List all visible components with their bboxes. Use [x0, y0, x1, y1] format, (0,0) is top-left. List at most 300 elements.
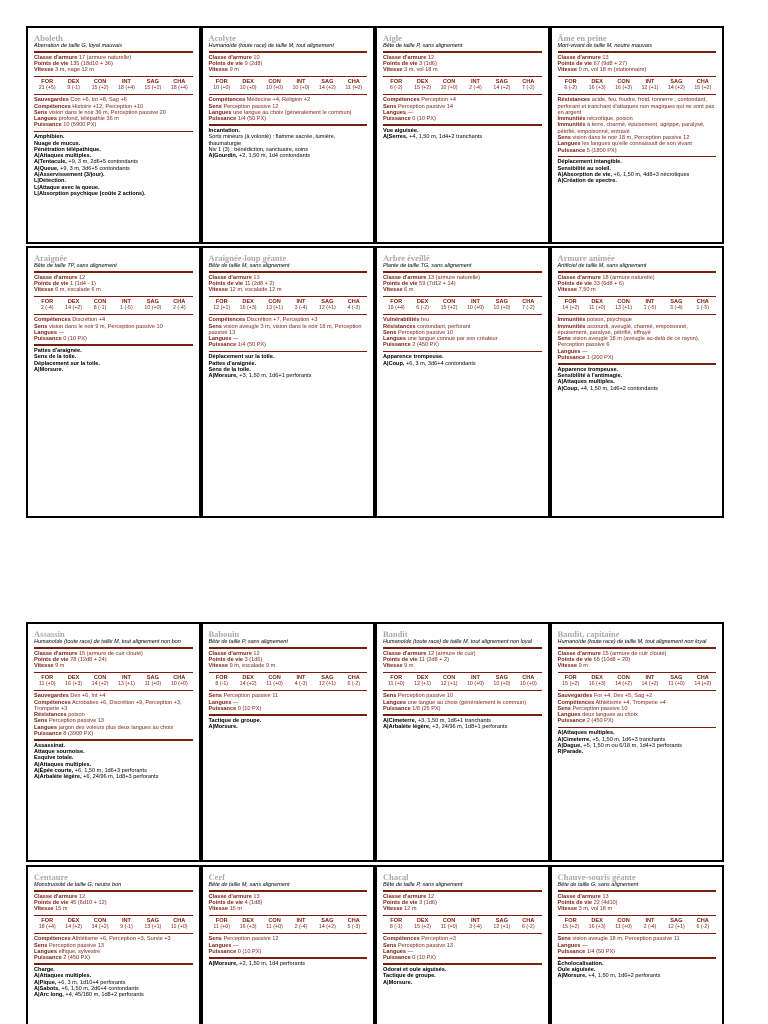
property-value: 13 [253, 274, 260, 281]
ability-score: 5 (-3) [347, 924, 361, 931]
ability-scores [209, 918, 368, 931]
trait-value: Athlétisme +4, Tromperie +4 [595, 699, 666, 706]
divider [383, 890, 542, 892]
ability-name: SAG [670, 918, 683, 925]
ability-score: 8 (-1) [93, 305, 107, 312]
divider [383, 933, 542, 935]
property-label: Points de vie [208, 281, 244, 288]
monster-name: Aigle [383, 33, 402, 43]
ability-score: 7 (-2) [521, 305, 535, 312]
ability-text: +5, 1,50 m ou 6/18 m, 1d4+3 perforants [583, 742, 682, 749]
monster-traits [383, 97, 542, 122]
ability-score: 11 (+0) [588, 305, 606, 312]
trait-value: vision aveugle 18 m, Perception passive 11 [572, 936, 680, 943]
ability-name: SAG [146, 79, 159, 86]
trait-value: une langue connue par son créateur [407, 336, 498, 343]
trait-label: Sens [208, 936, 222, 943]
divider [558, 690, 717, 692]
ability-title: A|Attaques multiples. [34, 761, 92, 768]
ability-name: DEX [242, 675, 254, 682]
property-value: 59 (7d12 + 14) [419, 281, 456, 288]
property-value: 9 m [55, 663, 65, 670]
ability-score: 11 (+0) [144, 681, 162, 688]
trait-value: 1 (200 PX) [586, 355, 614, 362]
monster-properties [383, 894, 542, 913]
monster-properties [34, 275, 193, 294]
ability-name: CON [268, 79, 281, 86]
property-value: 9 m [229, 67, 239, 74]
divider [34, 51, 193, 53]
card-row-2 [26, 246, 724, 518]
property-value: 10 [253, 54, 260, 61]
property-label: Vitesse [557, 287, 577, 294]
property-line [209, 287, 368, 293]
trait-value: Perception passive 11 [223, 693, 279, 700]
monster-properties [558, 275, 717, 294]
trait-label: Compétences [34, 699, 71, 706]
ability-name: CHA [696, 299, 709, 306]
trait-label: Sens [34, 109, 48, 116]
property-value: 3 m, vol 18 m [578, 906, 613, 913]
ability-score: 18 (+4) [170, 85, 188, 92]
ability-name: FOR [41, 79, 54, 86]
divider [209, 957, 368, 959]
property-label: Classe d'armure [208, 650, 252, 657]
ability-score: 1 (-5) [696, 305, 710, 312]
trait-label: Langues [208, 699, 232, 706]
ability-name: SAG [495, 79, 508, 86]
monster-card [201, 246, 376, 518]
property-value: 6 m [404, 287, 414, 294]
property-value: 4 (1d8) [244, 900, 263, 907]
trait-label: Sens [34, 942, 48, 949]
monster-name: Chacal [383, 872, 409, 882]
ability-score: 10 (+0) [466, 681, 484, 688]
property-label: Vitesse [208, 67, 228, 74]
ability-title: Pattes d'araignée. [34, 347, 82, 354]
divider [383, 915, 542, 917]
ability-name: CON [617, 299, 630, 306]
monster-traits [383, 936, 542, 961]
ability-name: DEX [416, 299, 429, 306]
ability-name: SAG [321, 79, 334, 86]
monster-traits [209, 693, 368, 712]
ability-title: Charge. [34, 966, 55, 973]
trait-label: Langues [557, 348, 581, 355]
property-label: Points de vie [208, 61, 244, 68]
property-value: 6 m, escalade 6 m [55, 287, 101, 294]
ability-entry [209, 134, 368, 147]
trait-label: Puissance [383, 955, 411, 962]
trait-value: 1/4 (50 PX) [237, 342, 267, 349]
ability-name: CON [268, 918, 281, 925]
property-value: 12 [253, 650, 260, 657]
monster-abilities [383, 718, 542, 731]
ability-name: INT [645, 79, 655, 86]
ability-title: A|Arbalète légère, [34, 774, 82, 781]
property-line [209, 906, 368, 912]
ability-scores [34, 918, 193, 931]
ability-entry [209, 724, 368, 730]
ability-entry [383, 724, 542, 730]
divider [383, 690, 542, 692]
ability-score: 6 (-2) [521, 924, 535, 931]
trait-line [558, 355, 717, 361]
ability-title: A|Gourdin, [208, 153, 238, 160]
monster-properties [34, 55, 193, 74]
divider [558, 76, 717, 78]
property-value: 22 (4d10) [593, 900, 618, 907]
divider [558, 314, 717, 316]
ability-score: 14 (+2) [667, 85, 685, 92]
trait-value: — [407, 948, 414, 955]
trait-label: Puissance [34, 955, 62, 962]
property-value: 12 (armure de cuir) [427, 650, 476, 657]
ability-name: CON [617, 79, 630, 86]
ability-score: 16 (+3) [615, 85, 632, 92]
divider [209, 915, 368, 917]
ability-name: CON [617, 675, 630, 682]
monster-card [550, 865, 725, 1024]
ability-name: CON [442, 79, 456, 86]
ability-entry [34, 992, 193, 998]
trait-label: Puissance [383, 342, 411, 349]
divider [209, 296, 368, 298]
monster-name: Arbre éveillé [383, 253, 430, 263]
ability-name: DEX [67, 299, 80, 306]
property-label: Classe d'armure [383, 893, 427, 900]
property-label: Points de vie [557, 281, 593, 288]
ability-name: FOR [564, 299, 577, 306]
property-label: Points de vie [557, 657, 593, 664]
ability-scores [383, 299, 542, 312]
property-value: 135 (18d10 + 36) [70, 61, 113, 68]
trait-label: Langues [208, 336, 232, 343]
divider [34, 76, 193, 78]
ability-title: A|Attaques multiples. [557, 379, 615, 386]
ability-title: A|Cimeterre, [383, 717, 417, 724]
trait-value: For +4, Dex +5, Sag +2 [593, 693, 653, 700]
ability-name: CHA [173, 675, 186, 682]
trait-label: Compétences [34, 103, 71, 110]
trait-label: Puissance [208, 116, 237, 123]
ability-score: 19 (+4) [387, 305, 405, 312]
monster-traits [34, 97, 193, 128]
property-label: Points de vie [34, 900, 69, 907]
trait-label: Sens [557, 705, 571, 712]
trait-value: poison, psychique [587, 317, 632, 324]
monster-type: Humanoïde (toute race) de taille M, tout alignement non loyal [383, 639, 532, 645]
ability-scores [558, 79, 717, 92]
ability-name: CHA [347, 299, 360, 306]
trait-value: — [233, 336, 239, 343]
trait-value: 0 (10 PX) [237, 705, 262, 712]
trait-value: jargon des voleurs plus deux langues au choix [58, 724, 174, 731]
property-label: Vitesse [557, 663, 577, 670]
ability-score: 13 (+1) [266, 305, 283, 312]
monster-type: Bête de taille G, sans alignement [557, 882, 639, 888]
ability-score: 11 (+0) [615, 924, 632, 931]
ability-scores [383, 79, 542, 92]
ability-score: 12 (+1) [213, 305, 231, 312]
ability-score: 2 (-4) [643, 924, 657, 931]
trait-value: Perception passive 13 [48, 718, 104, 725]
monster-type: Bête de taille P, sans alignement [208, 639, 288, 645]
divider [209, 672, 368, 674]
trait-value: Discrétion +7, Perception +3 [246, 317, 318, 324]
property-label: Points de vie [34, 281, 69, 288]
ability-name: FOR [41, 675, 54, 682]
divider [383, 672, 542, 674]
trait-line [558, 122, 717, 135]
property-label: Points de vie [557, 61, 593, 68]
ability-entry [34, 774, 193, 780]
monster-name: Bandit [383, 629, 408, 639]
ability-score: 7 (-2) [521, 85, 535, 92]
divider [34, 131, 193, 133]
ability-name: CON [93, 675, 107, 682]
property-line [558, 906, 717, 912]
ability-title: Tactique de groupe. [208, 717, 262, 724]
divider [558, 156, 717, 158]
ability-title: Assassinat. [34, 742, 66, 749]
trait-value: Perception passive 12 [223, 103, 279, 110]
ability-name: FOR [41, 918, 54, 925]
trait-label: Puissance [557, 147, 586, 154]
ability-text: +3, 1,50 m, 1d6+1 perforants [239, 373, 312, 380]
ability-name: SAG [146, 675, 159, 682]
ability-title: Déplacement sur la toile. [208, 354, 275, 361]
ability-score: 13 (+1) [144, 924, 162, 931]
divider [383, 51, 542, 53]
trait-value: les langues qu'elle connaissait de son vivant [582, 141, 692, 148]
trait-value: 1/4 (50 PX) [586, 948, 616, 955]
monster-name: Chauve-souris géante [557, 872, 636, 882]
monster-traits [383, 317, 542, 348]
ability-title: A|Sabots, [34, 985, 60, 992]
ability-score: 10 (+0) [266, 85, 283, 92]
trait-line [558, 148, 717, 154]
ability-score: 12 (+1) [318, 681, 336, 688]
trait-label: Résistances [557, 97, 591, 104]
property-label: Classe d'armure [34, 54, 78, 61]
ability-title: A|Coup, [383, 360, 405, 367]
divider [34, 672, 193, 674]
property-value: 12 [78, 893, 86, 900]
ability-name: CHA [173, 918, 186, 925]
property-line [383, 67, 542, 73]
ability-score: 2 (-4) [469, 85, 482, 92]
ability-name: DEX [67, 675, 80, 682]
ability-name: DEX [416, 918, 429, 925]
divider [558, 271, 717, 273]
ability-name: INT [470, 299, 480, 306]
ability-name: CON [93, 79, 107, 86]
ability-name: FOR [215, 79, 228, 86]
trait-value: vision aveugle 3 m, vision dans le noir 18 m, Perception passive 13 [208, 323, 362, 336]
ability-score: 12 (+1) [440, 681, 458, 688]
monster-name: Acolyte [208, 33, 236, 43]
ability-title: A|Coup, [557, 385, 579, 392]
ability-name: SAG [670, 79, 683, 86]
trait-value: 0 (10 PX) [412, 116, 436, 123]
divider [209, 933, 368, 935]
ability-name: CON [268, 675, 281, 682]
monster-abilities [34, 134, 193, 197]
trait-value: assourdi, aveuglé, charmé, empoisonné, épuisement, paralysé, pétrifié, effrayé [557, 323, 688, 336]
ability-score: 14 (+2) [615, 681, 632, 688]
property-label: Vitesse [34, 287, 54, 294]
trait-value: profond, télépathie 36 m [58, 116, 119, 123]
trait-label: Langues [557, 712, 581, 719]
trait-label: Sauvegardes [34, 693, 69, 700]
property-value: 12 [427, 54, 435, 61]
ability-text: +4, 1,50 m, 1d6+2 perforants [588, 973, 661, 980]
ability-score: 15 (+2) [414, 85, 432, 92]
property-value: 78 (12d8 + 24) [70, 657, 107, 664]
ability-name: FOR [390, 675, 403, 682]
ability-score: 12 (+1) [414, 681, 432, 688]
ability-title: Ouïe aiguisée. [557, 966, 596, 973]
ability-title: L|Détection. [34, 178, 67, 185]
ability-score: 14 (+2) [562, 305, 580, 312]
ability-score: 12 (+1) [318, 305, 336, 312]
trait-label: Langues [557, 141, 581, 148]
ability-entry [383, 134, 542, 140]
ability-score: 10 (+0) [493, 305, 511, 312]
monster-abilities [209, 128, 368, 159]
ability-score: 4 (-3) [294, 681, 308, 688]
property-label: Vitesse [557, 906, 577, 913]
ability-score: 9 (-1) [67, 85, 80, 92]
trait-label: Sens [383, 103, 397, 110]
trait-value: Con +6, Int +8, Sag +6 [70, 97, 127, 104]
ability-name: INT [296, 299, 306, 306]
property-value: 65 (10d8 + 20) [593, 657, 631, 664]
property-value: 17 (armure naturelle) [78, 54, 132, 61]
ability-entry [558, 749, 717, 755]
monster-type: Mort-vivant de taille M, neutre mauvais [557, 43, 652, 49]
ability-score: 14 (+2) [65, 924, 83, 931]
trait-label: Langues [557, 942, 581, 949]
ability-text: +3, 1,50 m, 1d6+1 tranchants [417, 717, 491, 724]
monster-card [550, 246, 725, 518]
card-row-4 [26, 865, 724, 1024]
trait-value: deux langues au choix [582, 712, 638, 719]
ability-name: FOR [390, 79, 403, 86]
property-value: 3 m, nage 12 m [55, 67, 94, 74]
ability-scores [34, 79, 193, 92]
trait-label: Sens [383, 942, 397, 949]
monster-type: Bête de taille M, sans alignement [208, 882, 290, 888]
trait-line [209, 949, 368, 955]
monster-type: Bête de taille TP, sans alignement [34, 263, 117, 269]
trait-line [558, 718, 717, 724]
monster-properties [209, 275, 368, 294]
property-value: 12 m [404, 906, 417, 913]
ability-name: DEX [416, 675, 429, 682]
ability-score: 14 (+2) [91, 681, 109, 688]
property-value: 11 (2d8 + 2) [244, 281, 275, 288]
ability-title: A|Serres, [383, 134, 408, 141]
ability-name: DEX [416, 79, 429, 86]
ability-entry [383, 980, 542, 986]
ability-score: 15 (+2) [562, 924, 580, 931]
ability-score: 15 (+2) [144, 85, 162, 92]
ability-score: 8 (-1) [389, 924, 403, 931]
ability-score: 15 (+2) [91, 85, 109, 92]
ability-name: DEX [591, 675, 603, 682]
property-value: 7,50 m [578, 287, 596, 294]
trait-label: Compétences [383, 936, 420, 943]
ability-name: DEX [67, 918, 80, 925]
trait-label: Immunités [557, 317, 586, 324]
ability-name: SAG [321, 918, 334, 925]
monster-traits [34, 936, 193, 961]
divider [209, 271, 368, 273]
trait-value: Discrétion +4 [72, 317, 106, 324]
ability-title: L|Attaque avec la queue. [34, 184, 100, 191]
trait-label: Sens [34, 718, 48, 725]
ability-score: 16 (+3) [65, 681, 83, 688]
trait-value: Dex +6, Int +4 [70, 693, 106, 700]
divider [383, 94, 542, 96]
ability-name: SAG [146, 918, 159, 925]
monster-name: Âme en peine [557, 33, 607, 43]
trait-line [209, 706, 368, 712]
trait-label: Puissance [34, 336, 62, 343]
ability-entry [34, 367, 193, 373]
property-label: Classe d'armure [383, 54, 427, 61]
monster-type: Artificiel de taille M, sans alignement [557, 263, 647, 269]
trait-line [383, 706, 542, 712]
ability-name: INT [470, 918, 480, 925]
divider [34, 963, 193, 965]
property-label: Classe d'armure [208, 274, 252, 281]
ability-name: INT [121, 675, 131, 682]
ability-title: Apparence trompeuse. [383, 354, 444, 361]
monster-card [26, 246, 201, 518]
trait-value: 2 (450 PX) [586, 718, 614, 725]
ability-name: SAG [321, 675, 334, 682]
trait-line [558, 949, 717, 955]
divider [558, 915, 717, 917]
trait-value: — [582, 348, 588, 355]
ability-name: SAG [670, 299, 683, 306]
trait-value: 0 (10 PX) [237, 948, 262, 955]
ability-name: CHA [696, 918, 709, 925]
property-label: Points de vie [557, 900, 593, 907]
trait-value: vision dans le noir 9 m, Perception passive 10 [48, 323, 163, 330]
ability-name: CHA [347, 918, 360, 925]
ability-score: 11 (+0) [38, 681, 56, 688]
divider [558, 296, 717, 298]
trait-value: 1/8 (25 PX) [412, 705, 441, 712]
ability-title: A|Asservissement (3/jour). [34, 172, 105, 179]
ability-scores [209, 299, 368, 312]
ability-text: +6, 1,50 m, 4d8+3 nécrotiques [613, 172, 690, 179]
trait-label: Sauvegardes [34, 97, 69, 104]
trait-line [558, 324, 717, 337]
ability-score: 12 (+1) [667, 924, 685, 931]
ability-name: CHA [173, 79, 186, 86]
ability-title: A|Tentacule, [34, 159, 67, 166]
property-value: 0 m, vol 18 m (stationnaire) [578, 67, 647, 74]
ability-title: Apparence trompeuse. [557, 366, 619, 373]
trait-label: Sens [383, 693, 397, 700]
ability-score: 3 (-4) [294, 305, 308, 312]
trait-value: Perception passive 13 [48, 942, 104, 949]
